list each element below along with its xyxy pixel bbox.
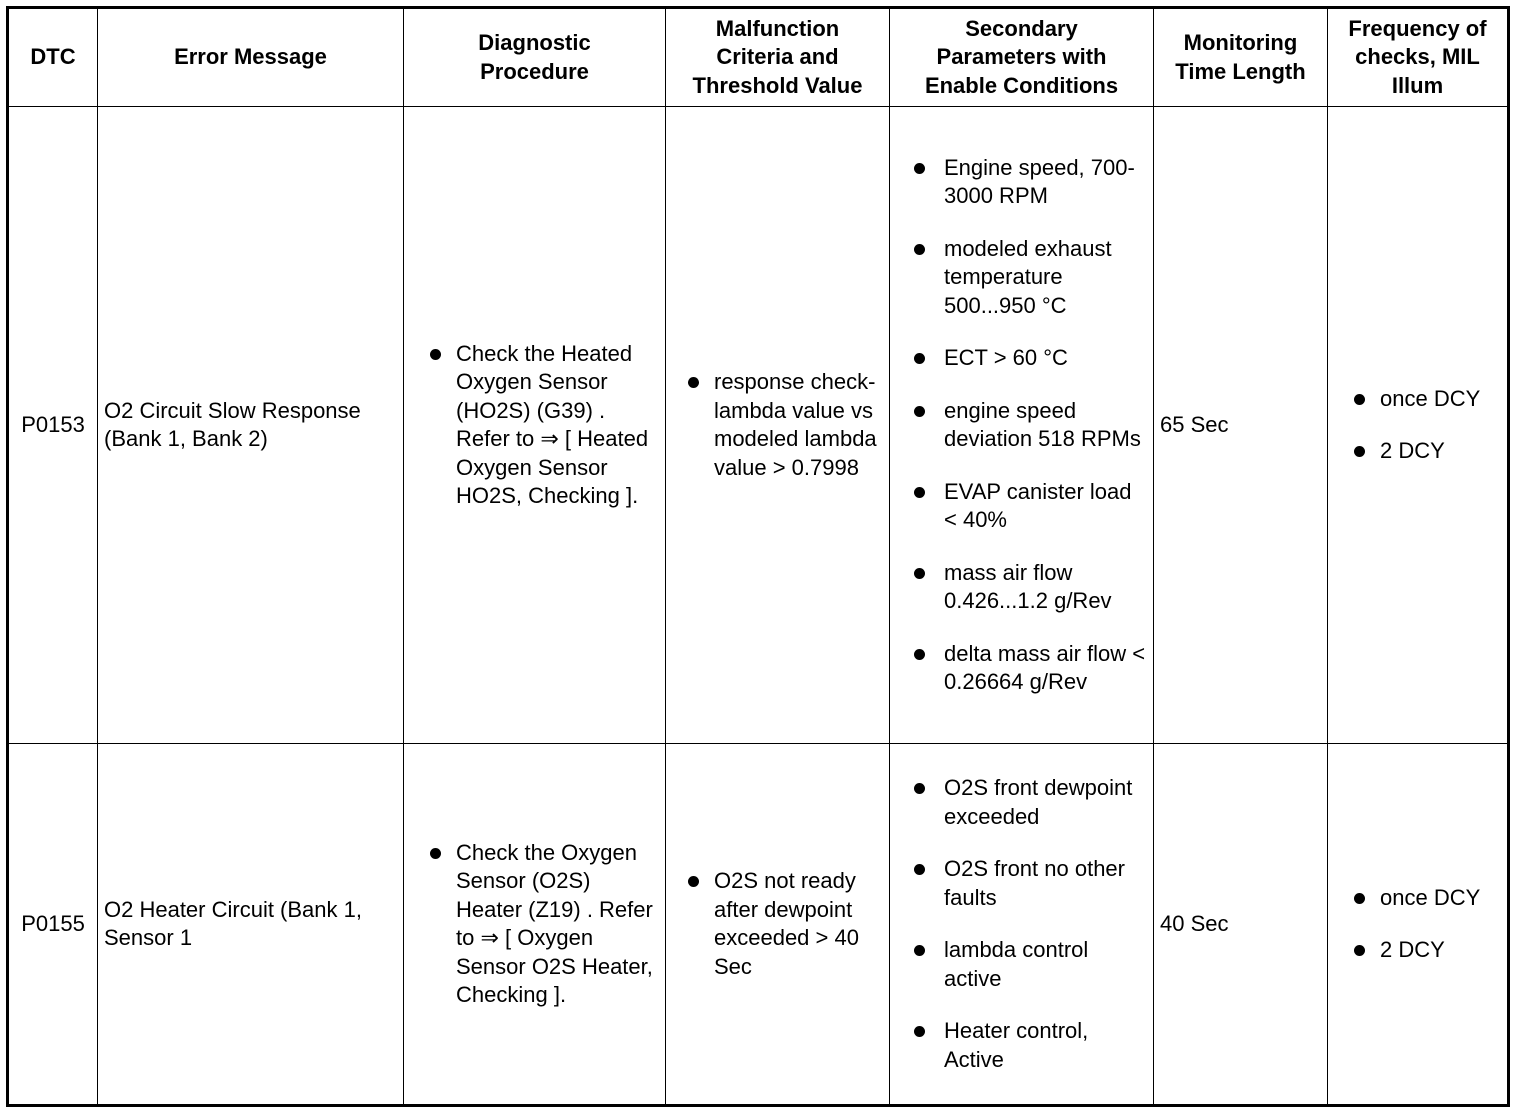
frequency-item: once DCY bbox=[1334, 385, 1501, 414]
header-dtc: DTC bbox=[8, 8, 98, 107]
secondary-parameter-item: ECT > 60 °C bbox=[896, 344, 1147, 373]
secondary-parameter-item: Heater control, Active bbox=[896, 1017, 1147, 1074]
secondary-parameters-list bbox=[896, 774, 1147, 1074]
header-error-message: Error Message bbox=[98, 8, 404, 107]
malfunction-criteria-item: O2S not ready after dewpoint exceeded > 40 Sec bbox=[672, 867, 883, 981]
malfunction-criteria-cell bbox=[666, 107, 890, 744]
diagnostic-procedure-item: Check the Oxygen Sensor (O2S) Heater (Z19) . Refer to ⇒ [ Oxygen Sensor O2S Heater, Checking ]. bbox=[410, 839, 659, 1010]
dtc-table bbox=[6, 6, 1510, 1107]
header-diagnostic-procedure: Diagnostic Procedure bbox=[404, 8, 666, 107]
frequency-item: once DCY bbox=[1334, 884, 1501, 913]
frequency-list bbox=[1334, 884, 1501, 965]
header-malfunction-criteria: Malfunction Criteria and Threshold Value bbox=[666, 8, 890, 107]
secondary-parameter-item: EVAP canister load < 40% bbox=[896, 478, 1147, 535]
secondary-parameter-item: mass air flow 0.426...1.2 g/Rev bbox=[896, 559, 1147, 616]
secondary-parameters-list bbox=[896, 154, 1147, 697]
malfunction-criteria-list bbox=[672, 368, 883, 482]
header-secondary-parameters: Secondary Parameters with Enable Conditions bbox=[890, 8, 1154, 107]
frequency-list bbox=[1334, 385, 1501, 466]
secondary-parameter-item: modeled exhaust temperature 500...950 °C bbox=[896, 235, 1147, 321]
frequency-cell bbox=[1328, 107, 1509, 744]
error-message: O2 Heater Circuit (Bank 1, Sensor 1 bbox=[98, 744, 404, 1106]
monitoring-time: 40 Sec bbox=[1154, 744, 1328, 1106]
malfunction-criteria-cell bbox=[666, 744, 890, 1106]
diagnostic-procedure-list bbox=[410, 340, 659, 511]
diagnostic-procedure-list bbox=[410, 839, 659, 1010]
secondary-parameters-cell bbox=[890, 107, 1154, 744]
dtc-code: P0153 bbox=[8, 107, 98, 744]
table-row bbox=[8, 744, 1509, 1106]
secondary-parameters-cell bbox=[890, 744, 1154, 1106]
header-frequency: Frequency of checks, MIL Illum bbox=[1328, 8, 1509, 107]
secondary-parameter-item: O2S front no other faults bbox=[896, 855, 1147, 912]
malfunction-criteria-list bbox=[672, 867, 883, 981]
secondary-parameter-item: lambda control active bbox=[896, 936, 1147, 993]
frequency-cell bbox=[1328, 744, 1509, 1106]
header-monitoring-time: Monitoring Time Length bbox=[1154, 8, 1328, 107]
frequency-item: 2 DCY bbox=[1334, 936, 1501, 965]
frequency-item: 2 DCY bbox=[1334, 437, 1501, 466]
secondary-parameter-item: O2S front dewpoint exceeded bbox=[896, 774, 1147, 831]
header-row bbox=[8, 8, 1509, 107]
secondary-parameter-item: engine speed deviation 518 RPMs bbox=[896, 397, 1147, 454]
table-row bbox=[8, 107, 1509, 744]
dtc-code: P0155 bbox=[8, 744, 98, 1106]
diagnostic-procedure-cell bbox=[404, 744, 666, 1106]
secondary-parameter-item: delta mass air flow < 0.26664 g/Rev bbox=[896, 640, 1147, 697]
secondary-parameter-item: Engine speed, 700-3000 RPM bbox=[896, 154, 1147, 211]
diagnostic-procedure-cell bbox=[404, 107, 666, 744]
malfunction-criteria-item: response check- lambda value vs modeled lambda value > 0.7998 bbox=[672, 368, 883, 482]
diagnostic-procedure-item: Check the Heated Oxygen Sensor (HO2S) (G39) . Refer to ⇒ [ Heated Oxygen Sensor HO2S, Checking ]. bbox=[410, 340, 659, 511]
monitoring-time: 65 Sec bbox=[1154, 107, 1328, 744]
error-message: O2 Circuit Slow Response (Bank 1, Bank 2) bbox=[98, 107, 404, 744]
